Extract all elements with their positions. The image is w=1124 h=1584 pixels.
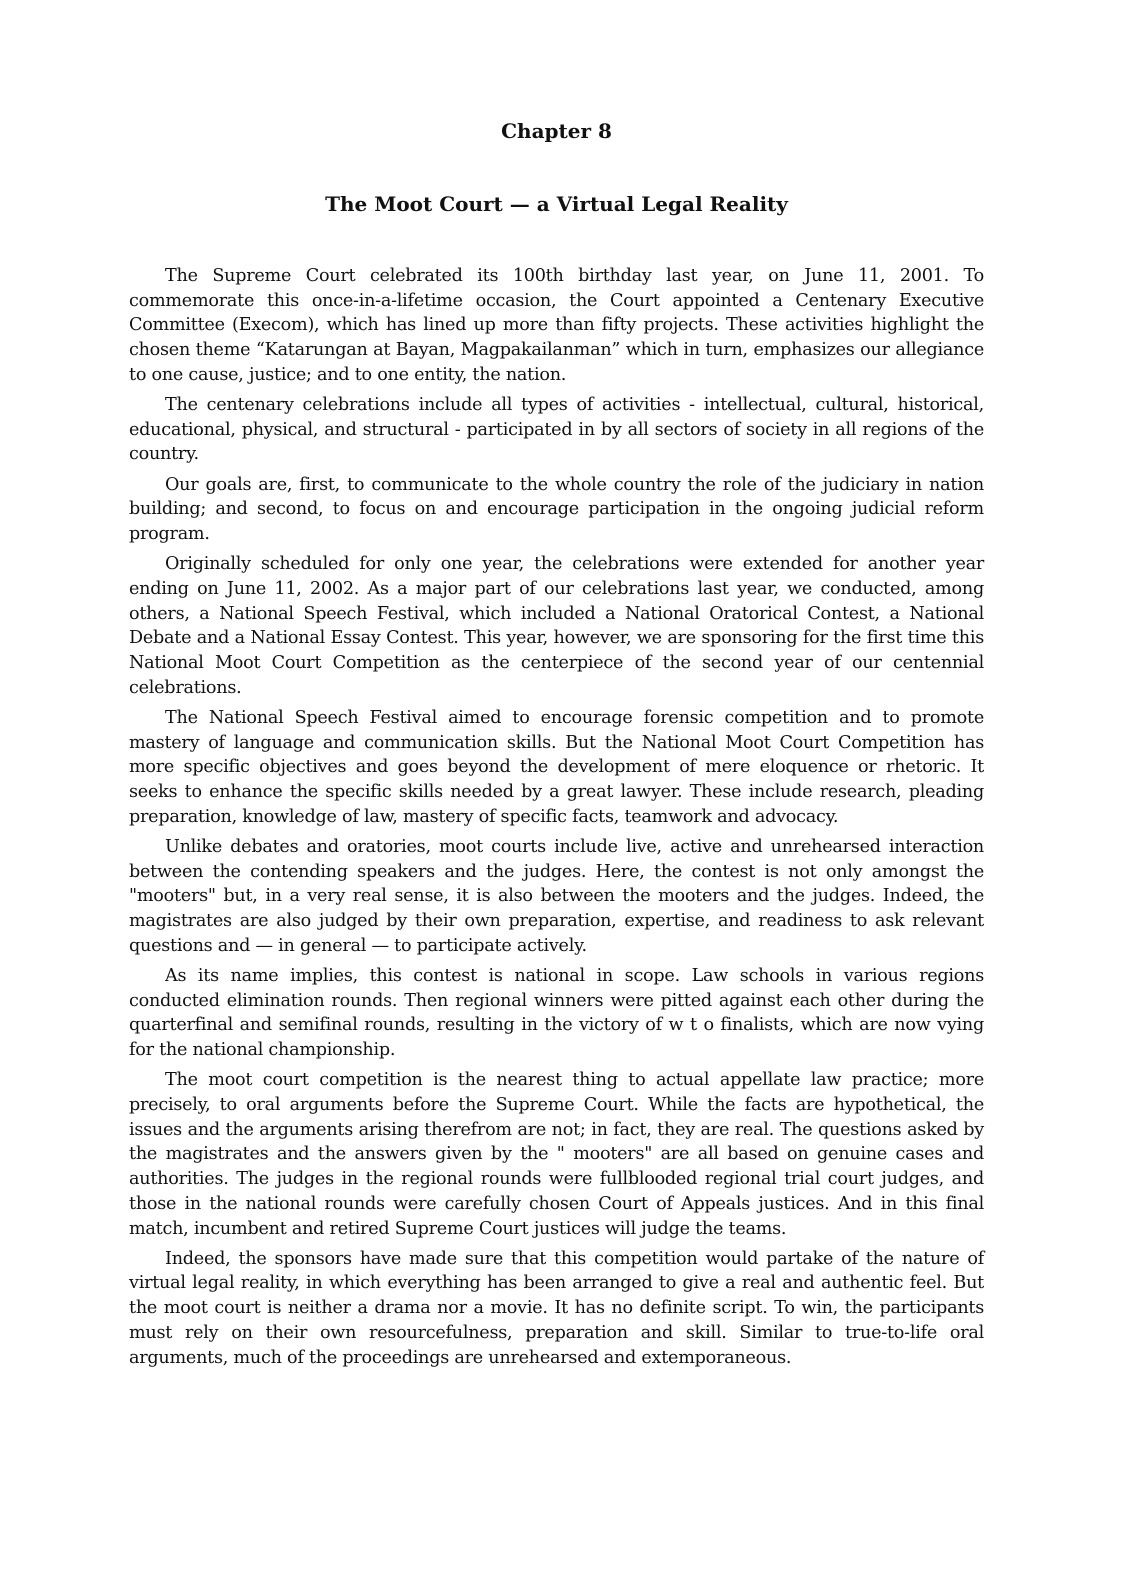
paragraph-7: As its name implies, this contest is national in scope. Law schools in various regions conducted elimination rounds. Then regional winners were pitted against each other during the quarterfinal and semifinal rounds, resulting in the victory of w t o finalists, which are now vying for the national championship.	[129, 965, 984, 1061]
paragraph-3: Our goals are, first, to communicate to the whole country the role of the judiciary in nation building; and second, to focus on and encourage participation in the ongoing judicial reform program.	[129, 474, 984, 545]
body-text	[129, 264, 984, 1376]
paragraph-6: Unlike debates and oratories, moot courts include live, active and unrehearsed interaction between the contending speakers and the judges. Here, the contest is not only amongst the "mooters" but, in a very real sense, it is also between the mooters and the judges. Indeed, the magistrates are also judged by their own preparation, expertise, and readiness to ask relevant questions and — in general — to participate actively.	[129, 836, 984, 956]
paragraph-2: The centenary celebrations include all types of activities - intellectual, cultural, historical, educational, physical, and structural - participated in by all sectors of society in all regions of the country.	[129, 395, 984, 465]
paragraph-5: The National Speech Festival aimed to encourage forensic competition and to promote mastery of language and communication skills. But the National Moot Court Competition has more specific objectives and goes beyond the development of mere eloquence or rhetoric. It seeks to enhance the specific skills needed by a great lawyer. These include research, pleading preparation, knowledge of law, mastery of specific facts, teamwork and advocacy.	[129, 707, 984, 827]
paragraph-9: Indeed, the sponsors have made sure that this competition would partake of the nature of virtual legal reality, in which everything has been arranged to give a real and authentic feel. But the moot court is neither a drama nor a movie. It has no definite script. To win, the participants must rely on their own resourcefulness, preparation and skill. Similar to true-to-life oral arguments, much of the proceedings are unrehearsed and extemporaneous.	[129, 1248, 984, 1368]
chapter-title: The Moot Court — a Virtual Legal Reality	[325, 192, 788, 216]
paragraph-1: The Supreme Court celebrated its 100th birthday last year, on June 11, 2001. To commemorate this once-in-a-lifetime occasion, the Court appointed a Centenary Executive Committee (Execom), which has lined up more than fifty projects. These activities highlight the chosen theme “Katarungan at Bayan, Magpakailanman” which in turn, emphasizes our allegiance to one cause, justice; and to one entity, the nation.	[129, 266, 984, 385]
paragraph-4: Originally scheduled for only one year, the celebrations were extended for another year ending on June 11, 2002. As a major part of our celebrations last year, we conducted, among others, a National Speech Festival, which included a National Oratorical Contest, a National Debate and a National Essay Contest. This year, however, we are sponsoring for the first time this National Moot Court Competition as the centerpiece of the second year of our centennial celebrations.	[129, 554, 984, 698]
paragraph-8: The moot court competition is the nearest thing to actual appellate law practice; more precisely, to oral arguments before the Supreme Court. While the facts are hypothetical, the issues and the arguments arising therefrom are not; in fact, they are real. The questions asked by the magistrates and the answers given by the " mooters" are all based on genuine cases and authorities. The judges in the regional rounds were fullblooded regional trial court judges, and those in the national rounds were carefully chosen Court of Appeals justices. And in this final match, incumbent and retired Supreme Court justices will judge the teams.	[129, 1070, 984, 1239]
chapter-label: Chapter 8	[501, 119, 612, 143]
